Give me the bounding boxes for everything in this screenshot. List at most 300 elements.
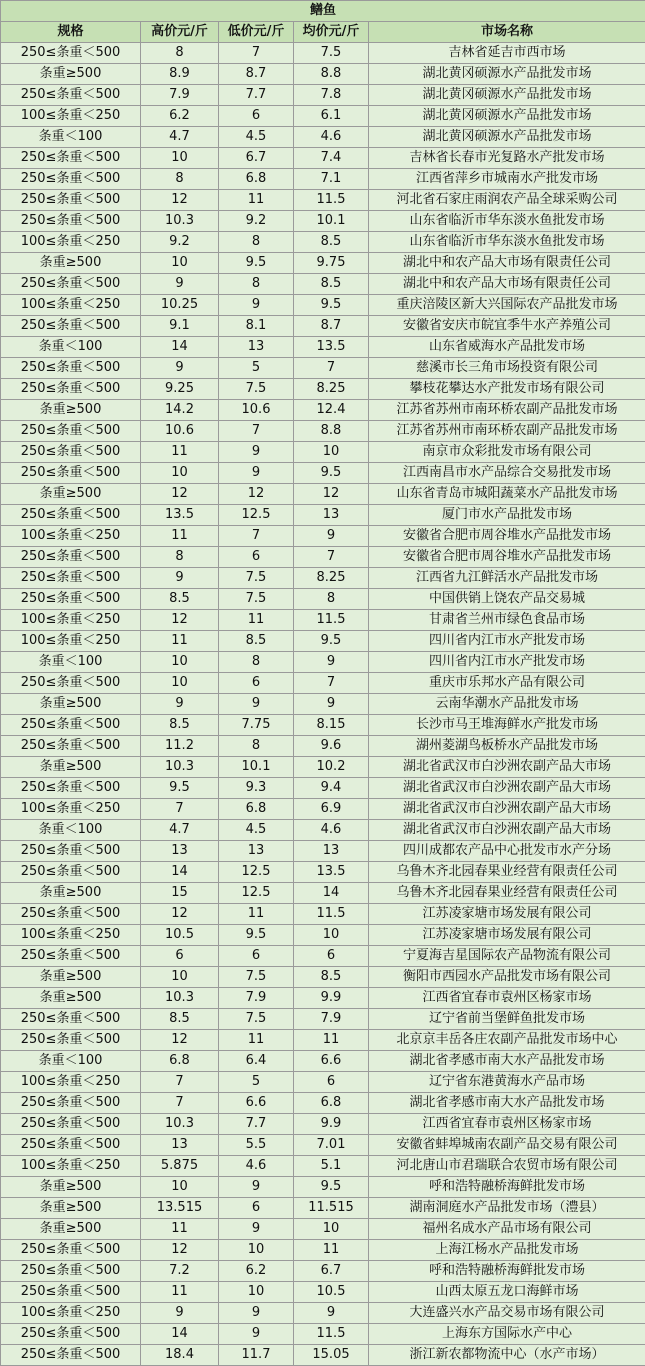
- cell-market-name: 甘肃省兰州市绿色食品市场: [369, 610, 645, 631]
- cell-avg-price: 10: [294, 1219, 369, 1240]
- cell-spec: 条重≥500: [1, 988, 141, 1009]
- table-row: [1, 925, 645, 946]
- cell-low-price: 10: [219, 1240, 294, 1261]
- cell-low-price: 8: [219, 652, 294, 673]
- header-avg-price: 均价元/斤: [294, 22, 369, 43]
- cell-spec: 250≤条重＜500: [1, 274, 141, 295]
- cell-low-price: 12.5: [219, 862, 294, 883]
- table-row: [1, 1282, 645, 1303]
- cell-high-price: 10.6: [141, 421, 219, 442]
- cell-avg-price: 8.8: [294, 64, 369, 85]
- cell-avg-price: 11.5: [294, 1324, 369, 1345]
- cell-spec: 100≤条重＜250: [1, 1303, 141, 1324]
- cell-spec: 100≤条重＜250: [1, 610, 141, 631]
- cell-avg-price: 8.5: [294, 232, 369, 253]
- cell-avg-price: 6.7: [294, 1261, 369, 1282]
- cell-market-name: 山东省青岛市城阳蔬菜水产品批发市场: [369, 484, 645, 505]
- table-row: [1, 253, 645, 274]
- cell-low-price: 9: [219, 1177, 294, 1198]
- table-row: [1, 337, 645, 358]
- cell-avg-price: 13.5: [294, 337, 369, 358]
- cell-low-price: 10.1: [219, 757, 294, 778]
- table-row: [1, 274, 645, 295]
- cell-low-price: 5.5: [219, 1135, 294, 1156]
- table-row: [1, 442, 645, 463]
- cell-avg-price: 7.8: [294, 85, 369, 106]
- cell-high-price: 4.7: [141, 820, 219, 841]
- cell-low-price: 5: [219, 358, 294, 379]
- cell-high-price: 9: [141, 274, 219, 295]
- cell-high-price: 12: [141, 904, 219, 925]
- header-market-name: 市场名称: [369, 22, 645, 43]
- cell-spec: 250≤条重＜500: [1, 316, 141, 337]
- cell-high-price: 11.2: [141, 736, 219, 757]
- cell-spec: 250≤条重＜500: [1, 148, 141, 169]
- cell-low-price: 9: [219, 694, 294, 715]
- table-row: [1, 232, 645, 253]
- cell-market-name: 四川省内江市水产批发市场: [369, 631, 645, 652]
- cell-market-name: 长沙市马王堆海鲜水产批发市场: [369, 715, 645, 736]
- cell-high-price: 6.2: [141, 106, 219, 127]
- cell-market-name: 云南华潮水产品批发市场: [369, 694, 645, 715]
- cell-avg-price: 15.05: [294, 1345, 369, 1366]
- cell-high-price: 9.1: [141, 316, 219, 337]
- cell-high-price: 6.8: [141, 1051, 219, 1072]
- table-row: [1, 316, 645, 337]
- cell-avg-price: 8.5: [294, 967, 369, 988]
- cell-avg-price: 9.5: [294, 295, 369, 316]
- cell-avg-price: 14: [294, 883, 369, 904]
- cell-high-price: 12: [141, 1240, 219, 1261]
- cell-high-price: 13.515: [141, 1198, 219, 1219]
- cell-market-name: 江西南昌市水产品综合交易批发市场: [369, 463, 645, 484]
- cell-spec: 250≤条重＜500: [1, 442, 141, 463]
- cell-market-name: 江苏省苏州市南环桥农副产品批发市场: [369, 400, 645, 421]
- cell-low-price: 11: [219, 610, 294, 631]
- table-row: [1, 1030, 645, 1051]
- cell-low-price: 7.7: [219, 1114, 294, 1135]
- cell-spec: 250≤条重＜500: [1, 778, 141, 799]
- cell-spec: 250≤条重＜500: [1, 1345, 141, 1366]
- cell-avg-price: 6.8: [294, 1093, 369, 1114]
- cell-spec: 100≤条重＜250: [1, 925, 141, 946]
- cell-avg-price: 4.6: [294, 820, 369, 841]
- cell-low-price: 9: [219, 442, 294, 463]
- cell-high-price: 10: [141, 1177, 219, 1198]
- cell-avg-price: 7: [294, 358, 369, 379]
- cell-market-name: 湖北省孝感市南大水产品批发市场: [369, 1051, 645, 1072]
- table-row: [1, 1072, 645, 1093]
- cell-low-price: 9: [219, 1303, 294, 1324]
- cell-market-name: 安徽省安庆市皖宜季牛水产养殖公司: [369, 316, 645, 337]
- cell-market-name: 湖北省武汉市白沙洲农副产品大市场: [369, 799, 645, 820]
- cell-low-price: 9.2: [219, 211, 294, 232]
- cell-spec: 250≤条重＜500: [1, 505, 141, 526]
- table-row: [1, 547, 645, 568]
- cell-market-name: 山东省临沂市华东淡水鱼批发市场: [369, 211, 645, 232]
- cell-low-price: 6.8: [219, 799, 294, 820]
- cell-high-price: 15: [141, 883, 219, 904]
- cell-low-price: 10.6: [219, 400, 294, 421]
- cell-spec: 250≤条重＜500: [1, 1030, 141, 1051]
- cell-high-price: 8.5: [141, 1009, 219, 1030]
- cell-market-name: 辽宁省前当堡鲜鱼批发市场: [369, 1009, 645, 1030]
- cell-avg-price: 9.5: [294, 1177, 369, 1198]
- cell-spec: 条重≥500: [1, 694, 141, 715]
- cell-spec: 条重≥500: [1, 1198, 141, 1219]
- cell-market-name: 安徽省蚌埠城南农副产品交易有限公司: [369, 1135, 645, 1156]
- cell-spec: 条重＜100: [1, 1051, 141, 1072]
- cell-spec: 250≤条重＜500: [1, 421, 141, 442]
- table-row: [1, 631, 645, 652]
- cell-low-price: 8: [219, 274, 294, 295]
- cell-avg-price: 9: [294, 652, 369, 673]
- cell-market-name: 吉林省延吉市西市场: [369, 43, 645, 64]
- cell-avg-price: 8.8: [294, 421, 369, 442]
- table-row: [1, 862, 645, 883]
- cell-spec: 250≤条重＜500: [1, 379, 141, 400]
- cell-market-name: 乌鲁木齐北园春果业经营有限责任公司: [369, 883, 645, 904]
- cell-spec: 250≤条重＜500: [1, 1009, 141, 1030]
- table-row: [1, 757, 645, 778]
- cell-spec: 250≤条重＜500: [1, 1114, 141, 1135]
- cell-avg-price: 7.9: [294, 1009, 369, 1030]
- table-row: [1, 715, 645, 736]
- cell-low-price: 7.5: [219, 379, 294, 400]
- table-row: [1, 211, 645, 232]
- cell-spec: 250≤条重＜500: [1, 1282, 141, 1303]
- cell-high-price: 11: [141, 1219, 219, 1240]
- header-low-price: 低价元/斤: [219, 22, 294, 43]
- cell-low-price: 11: [219, 190, 294, 211]
- cell-spec: 250≤条重＜500: [1, 904, 141, 925]
- cell-avg-price: 7.1: [294, 169, 369, 190]
- header-high-price: 高价元/斤: [141, 22, 219, 43]
- cell-low-price: 6.7: [219, 148, 294, 169]
- cell-low-price: 8.5: [219, 631, 294, 652]
- cell-low-price: 8.7: [219, 64, 294, 85]
- cell-market-name: 湖北省孝感市南大水产品批发市场: [369, 1093, 645, 1114]
- table-row: [1, 400, 645, 421]
- table-row: [1, 736, 645, 757]
- cell-low-price: 6: [219, 1198, 294, 1219]
- cell-low-price: 7.7: [219, 85, 294, 106]
- table-row: [1, 484, 645, 505]
- cell-high-price: 14: [141, 337, 219, 358]
- cell-low-price: 7.9: [219, 988, 294, 1009]
- cell-spec: 250≤条重＜500: [1, 715, 141, 736]
- cell-high-price: 10: [141, 673, 219, 694]
- cell-high-price: 8.5: [141, 589, 219, 610]
- cell-market-name: 呼和浩特融桥海鲜批发市场: [369, 1177, 645, 1198]
- cell-low-price: 9: [219, 295, 294, 316]
- cell-high-price: 10.3: [141, 1114, 219, 1135]
- header-spec: 规格: [1, 22, 141, 43]
- cell-market-name: 宁夏海吉星国际农产品物流有限公司: [369, 946, 645, 967]
- cell-spec: 250≤条重＜500: [1, 1135, 141, 1156]
- table-row: [1, 526, 645, 547]
- cell-avg-price: 10.1: [294, 211, 369, 232]
- cell-avg-price: 9.75: [294, 253, 369, 274]
- cell-high-price: 7: [141, 799, 219, 820]
- cell-spec: 250≤条重＜500: [1, 463, 141, 484]
- cell-low-price: 11.7: [219, 1345, 294, 1366]
- cell-high-price: 9: [141, 694, 219, 715]
- cell-low-price: 4.5: [219, 820, 294, 841]
- cell-spec: 条重≥500: [1, 883, 141, 904]
- cell-market-name: 浙江新农都物流中心（水产市场）: [369, 1345, 645, 1366]
- table-row: [1, 568, 645, 589]
- table-row: [1, 1198, 645, 1219]
- cell-high-price: 18.4: [141, 1345, 219, 1366]
- cell-low-price: 6: [219, 946, 294, 967]
- cell-low-price: 13: [219, 841, 294, 862]
- cell-spec: 100≤条重＜250: [1, 106, 141, 127]
- cell-avg-price: 10: [294, 442, 369, 463]
- cell-avg-price: 7: [294, 547, 369, 568]
- table-row: [1, 1009, 645, 1030]
- cell-low-price: 5: [219, 1072, 294, 1093]
- cell-avg-price: 11.515: [294, 1198, 369, 1219]
- cell-high-price: 7: [141, 1072, 219, 1093]
- cell-avg-price: 8.5: [294, 274, 369, 295]
- cell-market-name: 湖北黄冈硕源水产品批发市场: [369, 127, 645, 148]
- cell-low-price: 12: [219, 484, 294, 505]
- cell-high-price: 12: [141, 484, 219, 505]
- cell-low-price: 4.6: [219, 1156, 294, 1177]
- cell-spec: 100≤条重＜250: [1, 1156, 141, 1177]
- cell-low-price: 8.1: [219, 316, 294, 337]
- cell-market-name: 厦门市水产品批发市场: [369, 505, 645, 526]
- cell-market-name: 河北唐山市君瑞联合农贸市场有限公司: [369, 1156, 645, 1177]
- cell-market-name: 湖北中和农产品大市场有限责任公司: [369, 253, 645, 274]
- cell-high-price: 7.9: [141, 85, 219, 106]
- table-row: [1, 190, 645, 211]
- cell-market-name: 吉林省长春市光复路水产批发市场: [369, 148, 645, 169]
- cell-high-price: 13: [141, 841, 219, 862]
- cell-market-name: 江西省宜春市袁州区杨家市场: [369, 1114, 645, 1135]
- cell-low-price: 6.2: [219, 1261, 294, 1282]
- cell-high-price: 11: [141, 442, 219, 463]
- cell-market-name: 安徽省合肥市周谷堆水产品批发市场: [369, 526, 645, 547]
- cell-spec: 250≤条重＜500: [1, 85, 141, 106]
- cell-low-price: 7: [219, 43, 294, 64]
- cell-high-price: 14: [141, 1324, 219, 1345]
- cell-low-price: 10: [219, 1282, 294, 1303]
- cell-market-name: 乌鲁木齐北园春果业经营有限责任公司: [369, 862, 645, 883]
- cell-avg-price: 8.25: [294, 379, 369, 400]
- cell-high-price: 11: [141, 1282, 219, 1303]
- cell-market-name: 重庆涪陵区新大兴国际农产品批发市场: [369, 295, 645, 316]
- cell-avg-price: 8.15: [294, 715, 369, 736]
- cell-low-price: 11: [219, 904, 294, 925]
- cell-avg-price: 6: [294, 946, 369, 967]
- cell-market-name: 湖北省武汉市白沙洲农副产品大市场: [369, 778, 645, 799]
- cell-low-price: 9.5: [219, 925, 294, 946]
- cell-low-price: 6: [219, 547, 294, 568]
- table-row: [1, 1156, 645, 1177]
- cell-high-price: 5.875: [141, 1156, 219, 1177]
- cell-low-price: 6.8: [219, 169, 294, 190]
- cell-avg-price: 9.5: [294, 463, 369, 484]
- cell-low-price: 8: [219, 736, 294, 757]
- cell-low-price: 9: [219, 1219, 294, 1240]
- table-row: [1, 64, 645, 85]
- cell-low-price: 7: [219, 421, 294, 442]
- cell-high-price: 9: [141, 358, 219, 379]
- cell-spec: 250≤条重＜500: [1, 862, 141, 883]
- table-row: [1, 778, 645, 799]
- cell-market-name: 山东省临沂市华东淡水鱼批发市场: [369, 232, 645, 253]
- cell-market-name: 湖北黄冈硕源水产品批发市场: [369, 64, 645, 85]
- cell-spec: 条重＜100: [1, 337, 141, 358]
- cell-high-price: 10.3: [141, 757, 219, 778]
- cell-low-price: 7: [219, 526, 294, 547]
- cell-avg-price: 11: [294, 1240, 369, 1261]
- table-row: [1, 820, 645, 841]
- table-row: [1, 694, 645, 715]
- cell-avg-price: 6: [294, 1072, 369, 1093]
- cell-market-name: 辽宁省东港黄海水产品市场: [369, 1072, 645, 1093]
- cell-spec: 条重≥500: [1, 1177, 141, 1198]
- cell-spec: 250≤条重＜500: [1, 589, 141, 610]
- cell-high-price: 10.25: [141, 295, 219, 316]
- cell-low-price: 13: [219, 337, 294, 358]
- cell-market-name: 中国供销上饶农产品交易城: [369, 589, 645, 610]
- cell-spec: 250≤条重＜500: [1, 673, 141, 694]
- cell-low-price: 9.5: [219, 253, 294, 274]
- cell-high-price: 10.5: [141, 925, 219, 946]
- cell-high-price: 8.9: [141, 64, 219, 85]
- table-row: [1, 610, 645, 631]
- cell-market-name: 慈溪市长三角市场投资有限公司: [369, 358, 645, 379]
- cell-high-price: 9.2: [141, 232, 219, 253]
- table-row: [1, 841, 645, 862]
- cell-spec: 条重≥500: [1, 400, 141, 421]
- cell-high-price: 7.2: [141, 1261, 219, 1282]
- table-row: [1, 358, 645, 379]
- table-row: [1, 1219, 645, 1240]
- table-row: [1, 421, 645, 442]
- cell-high-price: 10: [141, 652, 219, 673]
- cell-avg-price: 4.6: [294, 127, 369, 148]
- cell-market-name: 江西省九江鲜活水产品批发市场: [369, 568, 645, 589]
- cell-high-price: 12: [141, 610, 219, 631]
- title-row: [1, 1, 645, 22]
- table-row: [1, 673, 645, 694]
- table-row: [1, 904, 645, 925]
- cell-spec: 条重≥500: [1, 64, 141, 85]
- cell-spec: 250≤条重＜500: [1, 169, 141, 190]
- cell-avg-price: 9.5: [294, 631, 369, 652]
- cell-high-price: 10.3: [141, 211, 219, 232]
- table-row: [1, 106, 645, 127]
- cell-market-name: 河北省石家庄雨润农产品全球采购公司: [369, 190, 645, 211]
- cell-spec: 100≤条重＜250: [1, 1072, 141, 1093]
- cell-avg-price: 11: [294, 1030, 369, 1051]
- cell-avg-price: 9: [294, 526, 369, 547]
- cell-low-price: 6: [219, 106, 294, 127]
- table-row: [1, 883, 645, 904]
- cell-market-name: 四川成都农产品中心批发市水产分场: [369, 841, 645, 862]
- cell-spec: 条重≥500: [1, 967, 141, 988]
- cell-market-name: 江西省萍乡市城南水产批发市场: [369, 169, 645, 190]
- cell-spec: 100≤条重＜250: [1, 631, 141, 652]
- cell-spec: 250≤条重＜500: [1, 211, 141, 232]
- cell-market-name: 上海东方国际水产中心: [369, 1324, 645, 1345]
- cell-high-price: 10: [141, 148, 219, 169]
- cell-avg-price: 11.5: [294, 190, 369, 211]
- cell-avg-price: 11.5: [294, 610, 369, 631]
- cell-high-price: 10.3: [141, 988, 219, 1009]
- cell-spec: 100≤条重＜250: [1, 232, 141, 253]
- cell-spec: 条重＜100: [1, 127, 141, 148]
- table-row: [1, 127, 645, 148]
- cell-avg-price: 7.5: [294, 43, 369, 64]
- cell-market-name: 大连盛兴水产品交易市场有限公司: [369, 1303, 645, 1324]
- cell-avg-price: 7.4: [294, 148, 369, 169]
- cell-market-name: 江苏省苏州市南环桥农副产品批发市场: [369, 421, 645, 442]
- cell-market-name: 湖北中和农产品大市场有限责任公司: [369, 274, 645, 295]
- cell-avg-price: 6.9: [294, 799, 369, 820]
- cell-spec: 250≤条重＜500: [1, 1093, 141, 1114]
- cell-avg-price: 6.6: [294, 1051, 369, 1072]
- cell-high-price: 8: [141, 169, 219, 190]
- table-row: [1, 85, 645, 106]
- cell-high-price: 12: [141, 190, 219, 211]
- cell-high-price: 10: [141, 967, 219, 988]
- cell-spec: 100≤条重＜250: [1, 295, 141, 316]
- cell-market-name: 湖北黄冈硕源水产品批发市场: [369, 85, 645, 106]
- cell-market-name: 安徽省合肥市周谷堆水产品批发市场: [369, 547, 645, 568]
- cell-low-price: 7.5: [219, 568, 294, 589]
- cell-market-name: 山西太原五龙口海鲜市场: [369, 1282, 645, 1303]
- cell-high-price: 4.7: [141, 127, 219, 148]
- cell-low-price: 12.5: [219, 505, 294, 526]
- cell-high-price: 12: [141, 1030, 219, 1051]
- cell-low-price: 8: [219, 232, 294, 253]
- cell-avg-price: 13: [294, 841, 369, 862]
- table-row: [1, 799, 645, 820]
- cell-market-name: 北京京丰岳各庄农副产品批发市场中心: [369, 1030, 645, 1051]
- cell-avg-price: 13: [294, 505, 369, 526]
- cell-market-name: 江苏凌家塘市场发展有限公司: [369, 904, 645, 925]
- table-row: [1, 169, 645, 190]
- cell-low-price: 6.6: [219, 1093, 294, 1114]
- cell-low-price: 7.5: [219, 967, 294, 988]
- cell-spec: 条重≥500: [1, 253, 141, 274]
- cell-low-price: 6.4: [219, 1051, 294, 1072]
- cell-high-price: 6: [141, 946, 219, 967]
- cell-low-price: 7.5: [219, 1009, 294, 1030]
- cell-avg-price: 10: [294, 925, 369, 946]
- table-row: [1, 43, 645, 64]
- cell-market-name: 攀枝花攀达水产批发市场有限公司: [369, 379, 645, 400]
- table-row: [1, 1345, 645, 1366]
- cell-avg-price: 8: [294, 589, 369, 610]
- cell-market-name: 江苏凌家塘市场发展有限公司: [369, 925, 645, 946]
- cell-avg-price: 7.01: [294, 1135, 369, 1156]
- cell-low-price: 4.5: [219, 127, 294, 148]
- table-row: [1, 1114, 645, 1135]
- cell-high-price: 8.5: [141, 715, 219, 736]
- cell-avg-price: 7: [294, 673, 369, 694]
- table-row: [1, 505, 645, 526]
- table-row: [1, 1240, 645, 1261]
- cell-spec: 250≤条重＜500: [1, 358, 141, 379]
- cell-high-price: 13: [141, 1135, 219, 1156]
- cell-market-name: 山东省威海水产品批发市场: [369, 337, 645, 358]
